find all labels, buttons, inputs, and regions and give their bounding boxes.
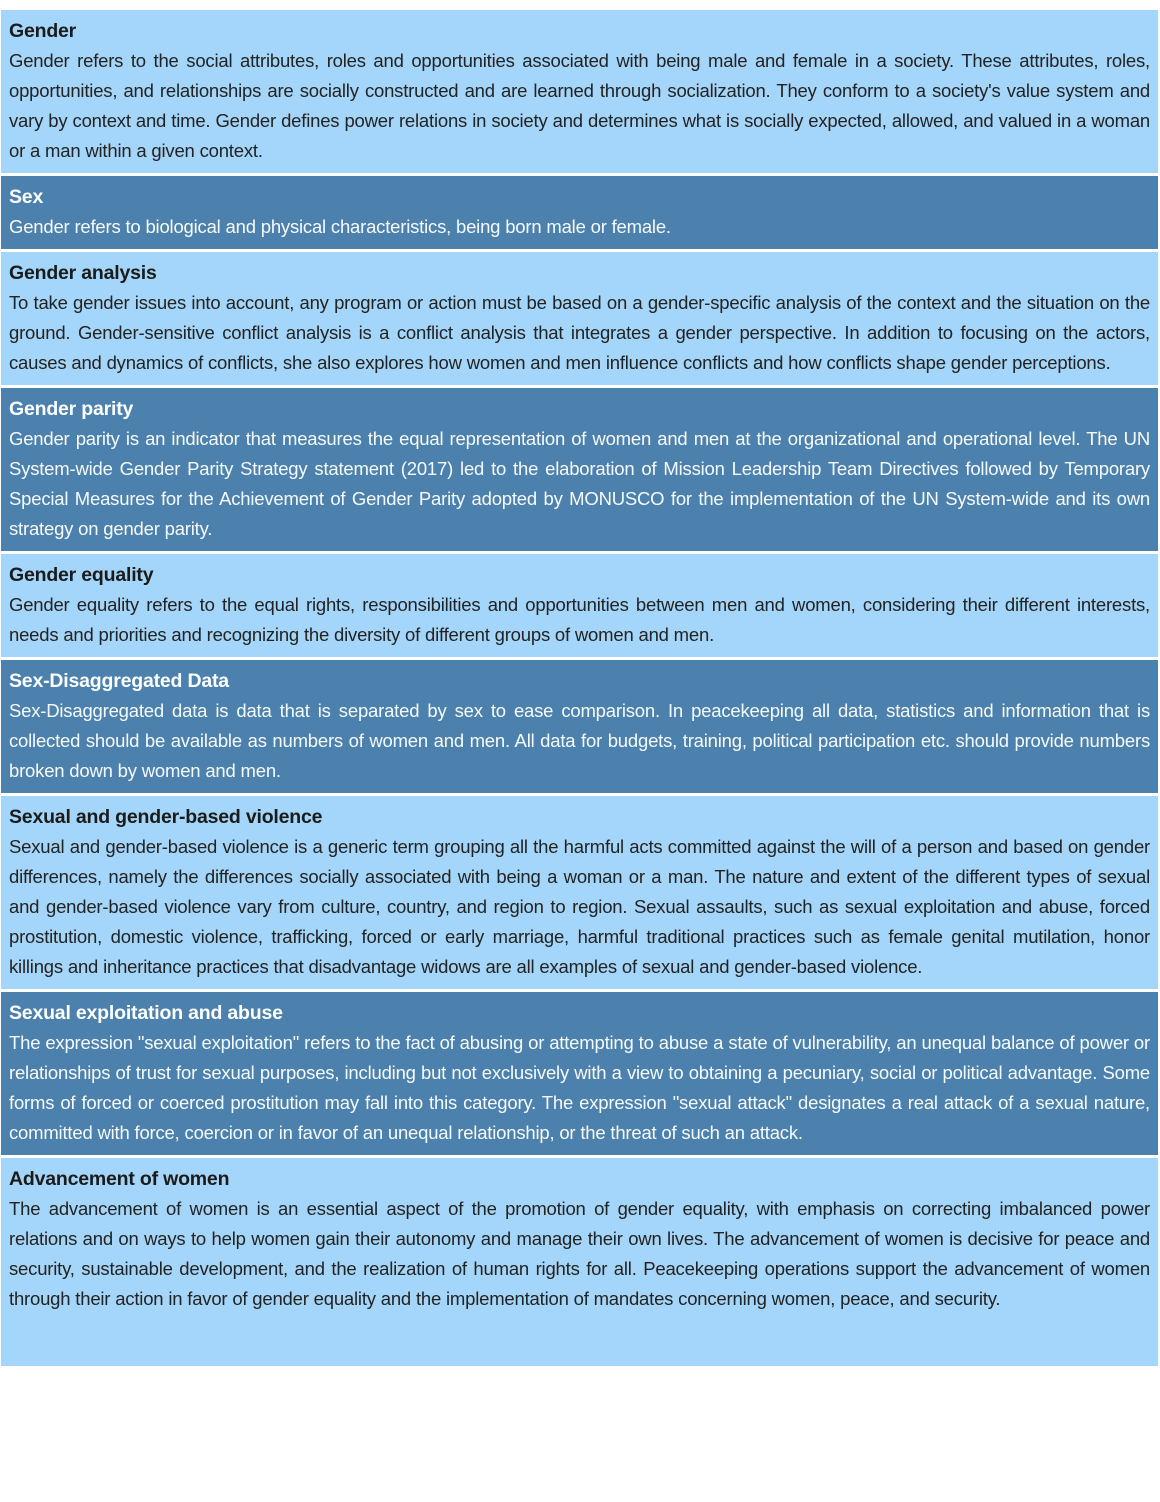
term-definition: Gender parity is an indicator that measures the equal representation of women and men at the organizational and operational level. The UN System-wide Gender Parity Strategy statement (2017) led to the elaboration of Mission Leadership Team Directives followed by Temporary Special Measures for the Achievement of Gender Parity adopted by MONUSCO for the implementation of the UN System-wide and its own strategy on gender parity. [9,428,1150,539]
term-definition: To take gender issues into account, any program or action must be based on a gender-specific analysis of the context and the situation on the ground. Gender-sensitive conflict analysis is a conflict analysis that integrates a gender perspective. In addition to focusing on the actors, causes and dynamics of conflicts, she also explores how women and men influence conflicts and how conflicts shape gender perceptions. [9,292,1150,373]
term-title: Gender equality [9,564,154,586]
term-title: Sex-Disaggregated Data [9,670,229,692]
term-title: Gender [9,20,77,42]
term-section-4 [1,554,1158,657]
term-definition: Sexual and gender-based violence is a generic term grouping all the harmful acts committed against the will of a person and based on gender differences, namely the differences socially associated with being a woman or a man. The nature and extent of the different types of sexual and gender-based violence vary from culture, country, and region to region. Sexual assaults, such as sexual exploitation and abuse, forced prostitution, domestic violence, trafficking, forced or early marriage, harmful traditional practices such as female genital mutilation, honor killings and inheritance practices that disadvantage widows are all examples of sexual and gender-based violence. [9,836,1150,977]
term-title: Sexual exploitation and abuse [9,1002,283,1024]
term-section-8 [1,1158,1158,1366]
term-section-2 [1,252,1158,385]
term-definition: Sex-Disaggregated data is data that is separated by sex to ease comparison. In peacekeeping all data, statistics and information that is collected should be available as numbers of women and men. All data for budgets, training, political participation etc. should provide numbers broken down by women and men. [9,700,1150,781]
term-section-5 [1,660,1158,793]
term-title: Gender parity [9,398,134,420]
glossary-document [0,10,1160,1366]
glossary-sections [0,10,1160,1366]
term-definition: The expression "sexual exploitation" refers to the fact of abusing or attempting to abuse a state of vulnerability, an unequal balance of power or relationships of trust for sexual purposes, including but not exclusively with a view to obtaining a pecuniary, social or political advantage. Some forms of forced or coerced prostitution may fall into this category. The expression "sexual attack" designates a real attack of a sexual nature, committed with force, coercion or in favor of an unequal relationship, or the threat of such an attack. [9,1032,1150,1143]
term-section-7 [1,992,1158,1155]
term-definition: Gender refers to the social attributes, roles and opportunities associated with being male and female in a society. These attributes, roles, opportunities, and relationships are socially constructed and are learned through socialization. They conform to a society's value system and vary by context and time. Gender defines power relations in society and determines what is socially expected, allowed, and valued in a woman or a man within a given context. [9,50,1150,161]
term-title: Sexual and gender-based violence [9,806,323,828]
term-title: Sex [9,186,44,208]
term-section-1 [1,176,1158,249]
term-definition: Gender refers to biological and physical characteristics, being born male or female. [9,216,671,237]
term-section-3 [1,388,1158,551]
term-section-6 [1,796,1158,989]
term-definition: Gender equality refers to the equal rights, responsibilities and opportunities between men and women, considering their different interests, needs and priorities and recognizing the diversity of different groups of women and men. [9,594,1150,645]
term-section-0 [1,10,1158,173]
term-title: Advancement of women [9,1168,230,1190]
term-definition: The advancement of women is an essential aspect of the promotion of gender equality, with emphasis on correcting imbalanced power relations and on ways to help women gain their autonomy and manage their own lives. The advancement of women is decisive for peace and security, sustainable development, and the realization of human rights for all. Peacekeeping operations support the advancement of women through their action in favor of gender equality and the implementation of mandates concerning women, peace, and security. [9,1198,1150,1309]
term-title: Gender analysis [9,262,157,284]
